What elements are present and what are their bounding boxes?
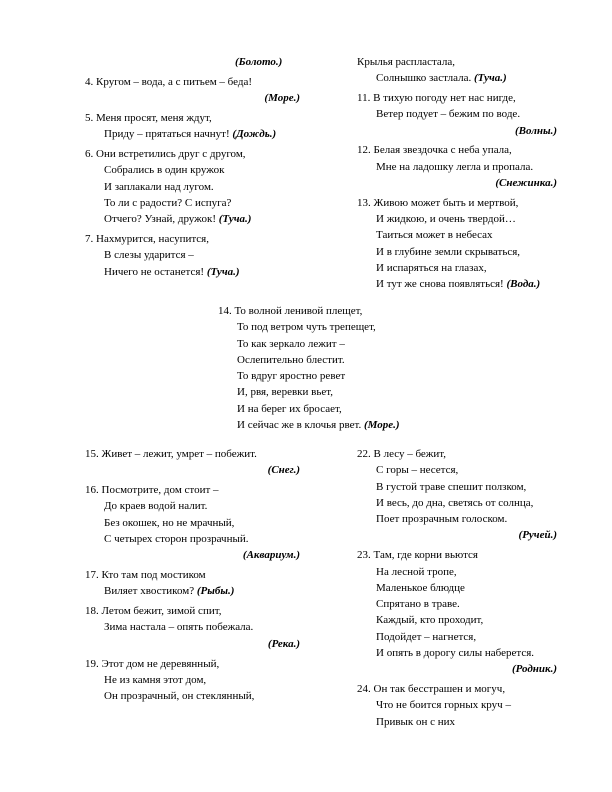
riddle-line: В густой траве спешит ползком, bbox=[376, 480, 527, 493]
riddle-entry bbox=[85, 482, 300, 563]
riddle-answer: (Море.) bbox=[363, 419, 400, 432]
riddle-line: Собрались в один кружок bbox=[104, 164, 225, 177]
riddle-line: На лесной тропе, bbox=[376, 565, 457, 578]
riddle-answer: (Море.) bbox=[264, 92, 300, 105]
riddles-top-right-column bbox=[357, 54, 557, 296]
riddle-line: То вдруг яростно ревет bbox=[237, 370, 346, 383]
riddle-line: И жидкою, и очень твердой… bbox=[376, 213, 516, 226]
riddle-line: И в глубине земли скрываться, bbox=[376, 245, 521, 258]
riddle-entry bbox=[85, 54, 300, 70]
riddles-bottom-left-column bbox=[85, 446, 300, 708]
riddle-answer: (Река.) bbox=[267, 637, 300, 650]
riddle-line: Без окошек, но не мрачный, bbox=[104, 516, 235, 529]
riddle-line: 17. Кто там под мостиком bbox=[85, 569, 206, 582]
riddle-line: Привык он с них bbox=[376, 715, 456, 728]
riddle-line: Приду – прятаться начнут! (Дождь.) bbox=[104, 128, 277, 141]
riddle-line: В слезы ударится – bbox=[104, 249, 194, 262]
riddle-line: Мне на ладошку легла и пропала. bbox=[376, 160, 534, 173]
riddle-line: 4. Кругом – вода, а с питьем – беда! bbox=[85, 75, 252, 88]
riddle-answer: (Аквариум.) bbox=[242, 549, 300, 562]
riddle-line: Солнышко застлала. (Туча.) bbox=[376, 72, 507, 85]
riddle-line: 13. Живою может быть и мертвой, bbox=[357, 196, 519, 209]
riddle-line: 12. Белая звездочка с неба упала, bbox=[357, 144, 512, 157]
riddle-line: 22. В лесу – бежит, bbox=[357, 448, 447, 460]
riddle-entry bbox=[85, 231, 300, 280]
riddle-answer: (Туча.) bbox=[206, 265, 240, 278]
riddle-line: С горы – несется, bbox=[376, 464, 459, 477]
riddles-bottom-right-column bbox=[357, 446, 557, 734]
riddle-entry bbox=[85, 603, 300, 652]
riddle-line: И сейчас же в клочья рвет. (Море.) bbox=[237, 419, 400, 432]
riddle-answer: (Дождь.) bbox=[232, 128, 277, 141]
riddle-line: Ослепительно блестит. bbox=[237, 353, 345, 366]
riddle-line: С четырех сторон прозрачный. bbox=[104, 532, 249, 545]
riddle-line: 5. Меня просят, меня ждут, bbox=[85, 111, 212, 124]
riddle-line: И весь, до дна, светясь от солнца, bbox=[376, 496, 534, 509]
riddle-line: 19. Этот дом не деревянный, bbox=[85, 657, 220, 670]
riddle-line: Ничего не останется! (Туча.) bbox=[104, 265, 240, 278]
riddle-entry bbox=[85, 74, 300, 107]
riddle-line: Зима настала – опять побежала. bbox=[104, 621, 254, 634]
riddle-line: Крылья распластала, bbox=[357, 56, 455, 68]
riddle-entry bbox=[85, 446, 300, 479]
riddle-entry bbox=[85, 110, 300, 143]
riddle-line: То как зеркало лежит – bbox=[237, 337, 345, 350]
riddle-entry bbox=[357, 142, 557, 191]
riddle-answer: (Родник.) bbox=[511, 663, 557, 676]
riddle-entry bbox=[85, 656, 300, 705]
riddle-line: Каждый, кто проходит, bbox=[376, 614, 484, 627]
riddle-line: Подойдет – нагнется, bbox=[376, 630, 477, 643]
riddle-line: Маленькое блюдце bbox=[376, 581, 465, 594]
riddle-entry bbox=[357, 195, 557, 293]
riddle-answer: (Волны.) bbox=[514, 124, 557, 137]
riddle-line: 18. Летом бежит, зимой спит, bbox=[85, 605, 222, 618]
riddle-entry bbox=[218, 303, 448, 433]
riddle-answer: (Туча.) bbox=[473, 72, 507, 85]
riddle-center-block bbox=[218, 303, 448, 437]
riddle-entry bbox=[85, 567, 300, 600]
riddle-line: И тут же снова появляться! (Вода.) bbox=[376, 278, 541, 291]
riddle-line: До краев водой налит. bbox=[104, 500, 208, 513]
riddle-line: 23. Там, где корни вьются bbox=[357, 549, 478, 562]
riddle-entry bbox=[357, 681, 557, 730]
riddle-line: 16. Посмотрите, дом стоит – bbox=[85, 484, 219, 497]
riddle-line: 24. Он так бесстрашен и могуч, bbox=[357, 683, 506, 696]
riddle-answer: (Снежинка.) bbox=[495, 177, 557, 190]
riddle-answer: (Туча.) bbox=[218, 213, 252, 226]
riddle-line: То ли с радости? С испуга? bbox=[104, 196, 232, 209]
riddle-line: 14. То волной ленивой плещет, bbox=[218, 305, 363, 317]
riddle-line: И опять в дорогу силы наберется. bbox=[376, 647, 535, 660]
riddle-line: 7. Нахмурится, насупится, bbox=[85, 232, 209, 245]
riddle-entry bbox=[357, 90, 557, 139]
riddle-line: Поет прозрачным голоском. bbox=[376, 513, 508, 526]
riddle-line: 6. Они встретились друг с другом, bbox=[85, 147, 246, 160]
riddle-line: 15. Живет – лежит, умрет – побежит. bbox=[85, 448, 257, 460]
riddle-line: И заплакали над лугом. bbox=[104, 180, 214, 193]
riddle-entry bbox=[357, 547, 557, 677]
riddle-line: И испаряться на глазах, bbox=[376, 262, 487, 275]
riddle-line: Что не боится горных круч – bbox=[376, 699, 511, 712]
riddle-entry bbox=[85, 146, 300, 227]
riddle-answer: (Ручей.) bbox=[518, 529, 557, 542]
riddles-top-left-column bbox=[85, 54, 300, 283]
riddle-line: Не из камня этот дом, bbox=[104, 673, 207, 686]
riddle-line: Спрятано в траве. bbox=[376, 598, 460, 611]
riddle-line: Он прозрачный, он стеклянный, bbox=[104, 690, 255, 703]
riddle-line: И на берег их бросает, bbox=[237, 402, 342, 415]
riddle-answer: (Снег.) bbox=[267, 464, 300, 477]
riddle-line: Отчего? Узнай, дружок! (Туча.) bbox=[104, 213, 252, 226]
riddle-answer: (Рыбы.) bbox=[196, 585, 235, 598]
riddle-line: Виляет хвостиком? (Рыбы.) bbox=[104, 585, 235, 598]
riddle-entry bbox=[357, 54, 557, 87]
riddle-entry bbox=[357, 446, 557, 544]
riddle-answer: (Вода.) bbox=[506, 278, 541, 291]
riddle-line: 11. В тихую погоду нет нас нигде, bbox=[357, 92, 516, 105]
riddle-line: То под ветром чуть трепещет, bbox=[237, 321, 376, 334]
riddle-line: И, рвя, веревки вьет, bbox=[237, 386, 333, 399]
riddle-answer: (Болото.) bbox=[235, 56, 283, 68]
riddle-line: Таиться может в небесах bbox=[376, 229, 493, 242]
riddle-line: Ветер подует – бежим по воде. bbox=[376, 108, 521, 121]
